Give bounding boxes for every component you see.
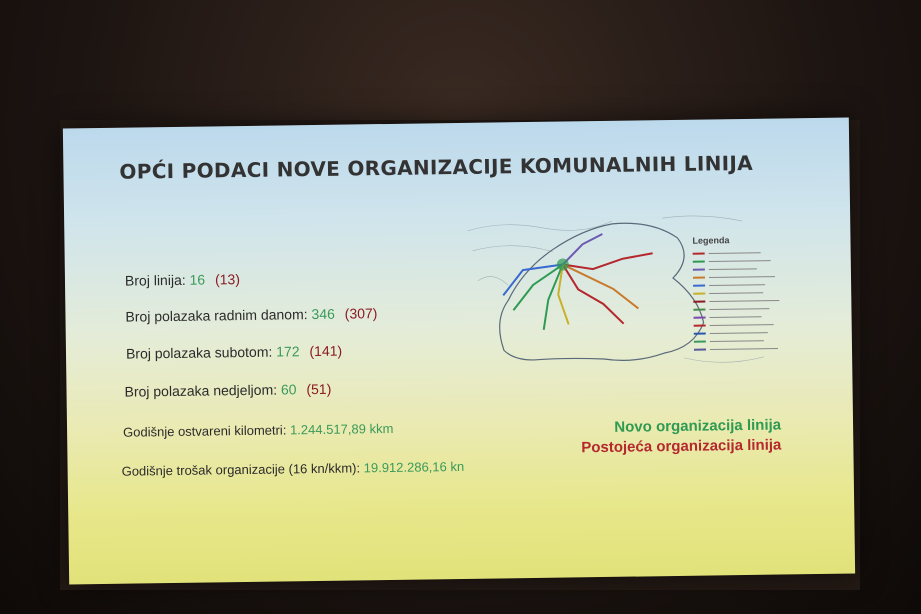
stat-label: Broj linija: <box>124 271 186 289</box>
stat-old-value: (13) <box>214 271 241 288</box>
stat-annual-km <box>123 421 393 440</box>
stat-sunday-departures <box>124 381 331 400</box>
stat-new-value: 1.244.517,89 kkm <box>289 420 394 438</box>
stat-old-value: (307) <box>344 305 378 322</box>
stat-old-value: (51) <box>306 380 332 398</box>
stat-saturday-departures <box>126 343 342 362</box>
legend-existing-organization: Postojeća organizacija linija <box>581 436 782 457</box>
stat-label: Broj polazaka nedjeljom: <box>124 381 278 400</box>
region-border <box>498 222 704 362</box>
stat-new-value: 16 <box>189 271 206 288</box>
stat-label: Broj polazaka radnim danom: <box>125 306 308 325</box>
map-legend-entries <box>691 246 803 368</box>
stat-new-value: 172 <box>276 343 300 360</box>
stat-line-count <box>125 271 240 289</box>
stat-label: Godišnje trošak organizacije (16 kn/kkm): <box>121 460 361 479</box>
stat-label: Godišnje ostvareni kilometri: <box>122 422 287 440</box>
map-legend-title: Legenda <box>692 235 730 246</box>
stat-new-value: 346 <box>311 305 335 323</box>
stat-old-value: (141) <box>309 342 343 360</box>
route-lines <box>502 233 653 330</box>
stat-annual-cost <box>122 459 465 479</box>
stat-new-value: 19.912.286,16 kn <box>363 458 465 476</box>
presentation-slide <box>63 118 855 585</box>
legend-new-organization: Novo organizacija linija <box>614 416 782 436</box>
slide-title: OPĆI PODACI NOVE ORGANIZACIJE KOMUNALNIH LINIJA <box>119 150 754 184</box>
stat-new-value: 60 <box>280 381 297 398</box>
stat-weekday-departures <box>125 305 377 325</box>
stat-label: Broj polazaka subotom: <box>125 343 273 362</box>
